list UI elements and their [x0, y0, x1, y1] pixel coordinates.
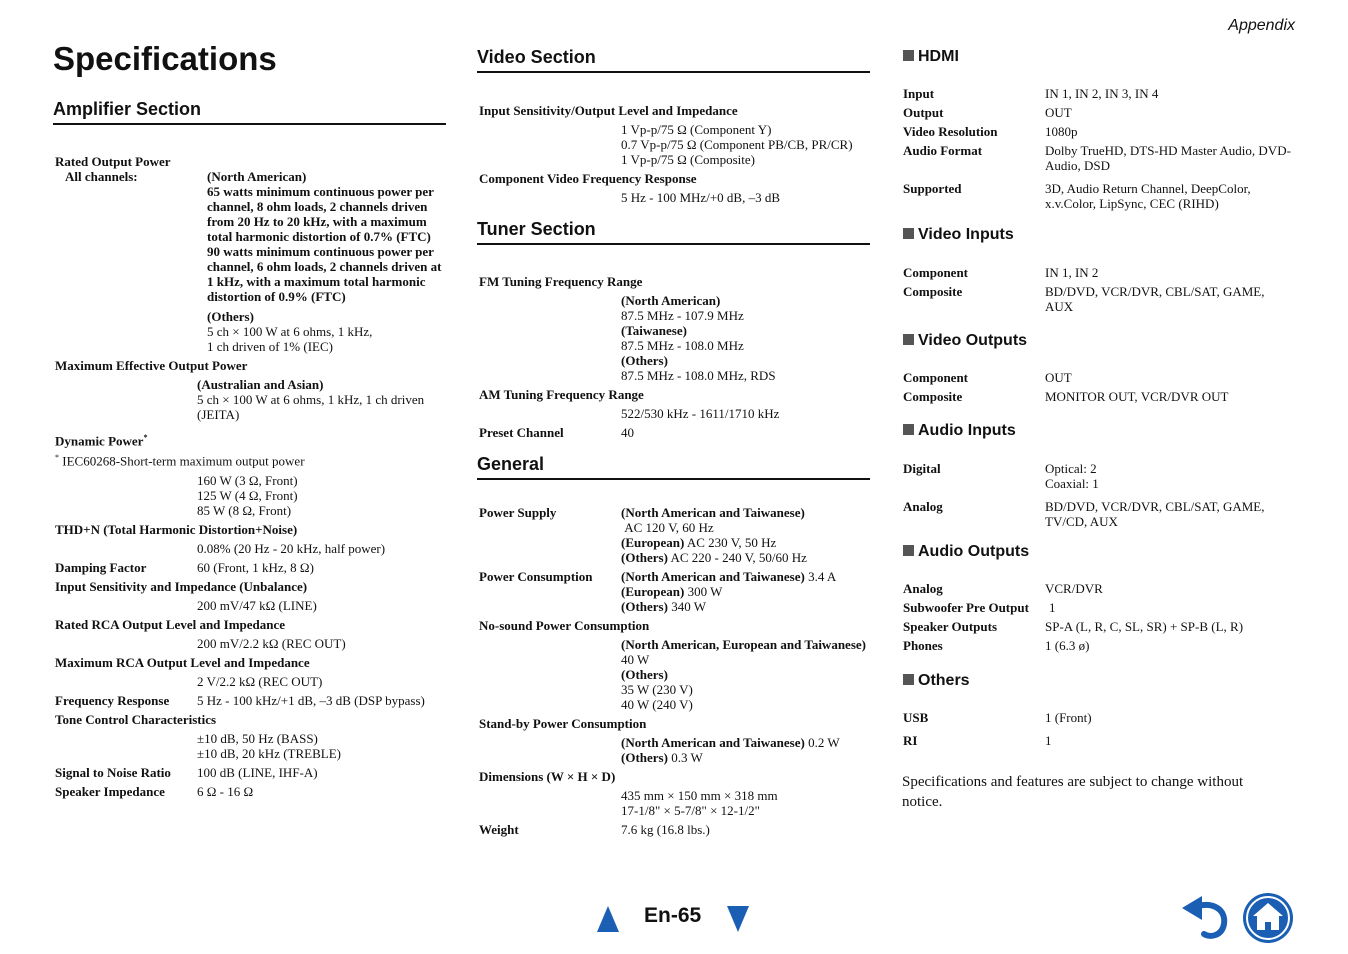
dimensions-label: Dimensions (W × H × D) — [479, 769, 616, 784]
ps-eu-value: AC 230 V, 50 Hz — [686, 535, 777, 550]
vout-composite-label: Composite — [903, 389, 963, 404]
am-range-label: AM Tuning Frequency Range — [479, 387, 644, 402]
general-section-heading: General — [477, 454, 870, 480]
max-effective-output-label: Maximum Effective Output Power — [55, 358, 248, 373]
dynamic-power-star: * — [143, 433, 148, 442]
frequency-response-value: 5 Hz - 100 kHz/+1 dB, –3 dB (DSP bypass) — [197, 692, 425, 708]
page-title: Specifications — [53, 40, 277, 77]
tuner-specs — [479, 270, 871, 440]
frequency-response-label: Frequency Response — [55, 692, 170, 708]
input-sensitivity-value: 200 mV/47 kΩ (LINE) — [197, 597, 317, 613]
standby-power-label: Stand-by Power Consumption — [479, 716, 647, 731]
australian-asian-text: 5 ch × 100 W at 6 ohms, 1 kHz, 1 ch driven (JEITA) — [197, 392, 425, 422]
thd-value: 0.08% (20 Hz - 20 kHz, half power) — [197, 540, 386, 556]
max-rca-value: 2 V/2.2 kΩ (REC OUT) — [197, 673, 323, 689]
fm-range-label: FM Tuning Frequency Range — [479, 274, 643, 289]
rated-rca-value: 200 mV/2.2 kΩ (REC OUT) — [197, 635, 346, 651]
ns-others-label: (Others) — [621, 667, 668, 682]
thd-label: THD+N (Total Harmonic Distortion+Noise) — [55, 521, 298, 537]
aout-phones-label: Phones — [903, 638, 943, 653]
ps-others-label: (Others) — [621, 550, 668, 565]
rated-rca-label: Rated RCA Output Level and Impedance — [55, 616, 286, 632]
video-level-value: 1 Vp-p/75 Ω (Component Y) — [621, 122, 772, 137]
vin-component-label: Component — [903, 265, 969, 280]
audio-outputs-specs — [903, 577, 1293, 653]
square-bullet-icon — [903, 545, 914, 556]
aout-speaker-value: SP-A (L, R, C, SL, SR) + SP-B (L, R) — [1045, 619, 1244, 634]
north-american-power-text: 65 watts minimum continuous power per channel, 8 ohm loads, 2 channels driven from 20 Hz to 20 kHz, with a maximum total harmonic distortion of 0.7% (FTC) 90 watts minimum continuous power per channel, 6 ohm loads, 2 channels driven at 1 kHz, with a maximum total harmonic distortion of 0.9% (FTC) — [207, 184, 442, 304]
ain-analog-value: BD/DVD, VCR/DVR, CBL/SAT, GAME, TV/CD, AUX — [1045, 499, 1265, 529]
preset-channel-value: 40 — [621, 425, 634, 440]
audio-inputs-heading-text: Audio Inputs — [918, 422, 1016, 439]
video-outputs-heading-text: Video Outputs — [918, 332, 1028, 349]
fm-tw-label: (Taiwanese) — [621, 323, 687, 338]
next-page-arrow-icon[interactable] — [727, 906, 749, 932]
ns-others-value: 40 W (240 V) — [621, 697, 693, 712]
pc-na-value: 3.4 A — [808, 569, 837, 584]
weight-label: Weight — [479, 822, 519, 837]
hdmi-resolution-value: 1080p — [1045, 124, 1078, 139]
ns-others-value: 35 W (230 V) — [621, 682, 693, 697]
fm-others-label: (Others) — [621, 353, 668, 368]
hdmi-heading-text: HDMI — [918, 48, 959, 65]
pc-others-label: (Others) — [621, 599, 668, 614]
others-power-line2: 1 ch driven of 1% (IEC) — [207, 339, 333, 354]
ps-eu-label: (European) — [621, 535, 685, 550]
others-power-line1: 5 ch × 100 W at 6 ohms, 1 kHz, — [207, 324, 373, 339]
previous-page-arrow-icon[interactable] — [597, 906, 619, 932]
aout-subwoofer-value: 1 — [1049, 600, 1056, 615]
ain-digital-label: Digital — [903, 461, 941, 476]
am-range-value: 522/530 kHz - 1611/1710 kHz — [621, 406, 780, 421]
ain-analog-label: Analog — [903, 499, 943, 514]
disclaimer-text: Specifications and features are subject to change without notice. — [902, 774, 1244, 810]
footnote-star: * — [55, 453, 59, 463]
hdmi-input-label: Input — [903, 86, 935, 101]
ps-na-value: AC 120 V, 60 Hz — [624, 520, 714, 535]
speaker-impedance-label: Speaker Impedance — [55, 783, 165, 799]
ns-label: (North American, European and Taiwanese) — [621, 637, 866, 652]
audio-outputs-heading — [903, 543, 1029, 561]
video-level-value: 0.7 Vp-p/75 Ω (Component PB/CB, PR/CR) — [621, 137, 853, 152]
others-heading — [903, 672, 970, 690]
hdmi-heading — [903, 48, 959, 66]
dynamic-power-value: 125 W (4 Ω, Front) — [197, 487, 298, 503]
aout-speaker-label: Speaker Outputs — [903, 619, 998, 634]
aout-analog-label: Analog — [903, 581, 943, 596]
ri-label: RI — [903, 733, 918, 748]
page-number: En-65 — [644, 904, 702, 927]
ri-value: 1 — [1045, 733, 1052, 748]
general-specs — [479, 505, 871, 837]
fm-others-value: 87.5 MHz - 108.0 MHz, RDS — [621, 368, 776, 383]
hdmi-resolution-label: Video Resolution — [903, 124, 998, 139]
audio-inputs-specs — [903, 457, 1293, 529]
others-label: (Others) — [207, 309, 254, 324]
appendix-label: Appendix — [1228, 17, 1295, 34]
video-section-heading: Video Section — [477, 47, 870, 73]
ns-value: 40 W — [621, 652, 650, 667]
ps-na-label: (North American and Taiwanese) — [621, 505, 805, 520]
usb-value: 1 (Front) — [1045, 710, 1092, 725]
video-specs — [479, 99, 871, 205]
video-inputs-heading-text: Video Inputs — [918, 226, 1014, 243]
speaker-impedance-value: 6 Ω - 16 Ω — [197, 783, 254, 799]
vout-composite-value: MONITOR OUT, VCR/DVR OUT — [1045, 389, 1229, 404]
ps-others-value: AC 220 - 240 V, 50/60 Hz — [670, 550, 807, 565]
component-freq-value: 5 Hz - 100 MHz/+0 dB, –3 dB — [621, 190, 780, 205]
aout-phones-value: 1 (6.3 ø) — [1045, 638, 1090, 653]
dimensions-imperial: 17-1/8" × 5-7/8" × 12-1/2" — [621, 803, 760, 818]
all-channels-label: All channels: — [65, 169, 138, 184]
video-inputs-heading — [903, 226, 1014, 244]
audio-inputs-heading — [903, 422, 1016, 440]
square-bullet-icon — [903, 424, 914, 435]
dynamic-power-note: IEC60268-Short-term maximum output power — [62, 453, 305, 469]
snr-label: Signal to Noise Ratio — [55, 764, 171, 780]
pc-eu-label: (European) — [621, 584, 685, 599]
square-bullet-icon — [903, 334, 914, 345]
ain-optical-value: Optical: 2 — [1045, 461, 1097, 476]
aout-subwoofer-label: Subwoofer Pre Output — [903, 600, 1029, 615]
vin-component-value: IN 1, IN 2 — [1045, 265, 1099, 280]
tone-control-label: Tone Control Characteristics — [55, 711, 217, 727]
dynamic-power-value: 160 W (3 Ω, Front) — [197, 472, 298, 488]
audio-outputs-heading-text: Audio Outputs — [918, 543, 1030, 560]
pc-na-label: (North American and Taiwanese) — [621, 569, 805, 584]
video-input-sensitivity-label: Input Sensitivity/Output Level and Impedance — [479, 103, 738, 118]
sb-na-label: (North American and Taiwanese) — [621, 735, 805, 750]
square-bullet-icon — [903, 674, 914, 685]
damping-factor-value: 60 (Front, 1 kHz, 8 Ω) — [197, 559, 314, 575]
pc-others-value: 340 W — [671, 599, 706, 614]
ain-coaxial-value: Coaxial: 1 — [1045, 476, 1099, 491]
damping-factor-label: Damping Factor — [55, 559, 147, 575]
fm-tw-value: 87.5 MHz - 108.0 MHz — [621, 338, 744, 353]
component-freq-label: Component Video Frequency Response — [479, 171, 697, 186]
usb-label: USB — [903, 710, 929, 725]
vout-component-value: OUT — [1045, 370, 1072, 385]
tuner-section-heading: Tuner Section — [477, 219, 870, 245]
power-supply-label: Power Supply — [479, 505, 557, 520]
dimensions-metric: 435 mm × 150 mm × 318 mm — [621, 788, 778, 803]
nosound-power-label: No-sound Power Consumption — [479, 618, 650, 633]
weight-value: 7.6 kg (16.8 lbs.) — [621, 822, 710, 837]
square-bullet-icon — [903, 228, 914, 239]
video-outputs-heading — [903, 332, 1027, 350]
video-inputs-specs — [903, 261, 1293, 314]
pc-eu-value: 300 W — [687, 584, 723, 599]
dynamic-power-value: 85 W (8 Ω, Front) — [197, 502, 292, 518]
snr-value: 100 dB (LINE, IHF-A) — [197, 764, 318, 780]
hdmi-specs — [903, 82, 1293, 211]
vin-composite-value: BD/DVD, VCR/DVR, CBL/SAT, GAME, AUX — [1045, 284, 1265, 314]
others-specs — [903, 706, 1293, 748]
sb-na-value: 0.2 W — [808, 735, 840, 750]
fm-na-label: (North American) — [621, 293, 721, 308]
rated-output-power-label: Rated Output Power — [55, 154, 171, 169]
hdmi-input-value: IN 1, IN 2, IN 3, IN 4 — [1045, 86, 1159, 101]
hdmi-output-value: OUT — [1045, 105, 1072, 120]
hdmi-audio-format-value: Dolby TrueHD, DTS-HD Master Audio, DVD-Audio, DSD — [1045, 143, 1291, 173]
australian-asian-label: (Australian and Asian) — [197, 377, 324, 392]
input-sensitivity-label: Input Sensitivity and Impedance (Unbalance) — [55, 578, 308, 594]
aout-analog-value: VCR/DVR — [1045, 581, 1103, 596]
tone-control-bass: ±10 dB, 50 Hz (BASS) — [197, 730, 318, 746]
north-american-label: (North American) — [207, 169, 307, 184]
sb-others-label: (Others) — [621, 750, 668, 765]
vout-component-label: Component — [903, 370, 969, 385]
dynamic-power-label: Dynamic Power — [55, 433, 144, 449]
vin-composite-label: Composite — [903, 284, 963, 299]
power-consumption-label: Power Consumption — [479, 569, 593, 584]
sb-others-value: 0.3 W — [671, 750, 703, 765]
preset-channel-label: Preset Channel — [479, 425, 564, 440]
max-rca-label: Maximum RCA Output Level and Impedance — [55, 654, 310, 670]
hdmi-audio-format-label: Audio Format — [903, 143, 983, 158]
hdmi-supported-value: 3D, Audio Return Channel, DeepColor, x.v.Color, LipSync, CEC (RIHD) — [1045, 181, 1251, 211]
square-bullet-icon — [903, 50, 914, 61]
video-outputs-specs — [903, 366, 1293, 404]
home-icon[interactable] — [1242, 892, 1294, 944]
fm-na-value: 87.5 MHz - 107.9 MHz — [621, 308, 744, 323]
tone-control-treble: ±10 dB, 20 kHz (TREBLE) — [197, 745, 341, 761]
others-heading-text: Others — [918, 672, 970, 689]
hdmi-supported-label: Supported — [903, 181, 962, 196]
amplifier-section-heading: Amplifier Section — [53, 99, 446, 125]
video-level-value: 1 Vp-p/75 Ω (Composite) — [621, 152, 755, 167]
amplifier-specs — [55, 150, 447, 799]
hdmi-output-label: Output — [903, 105, 944, 120]
back-icon[interactable] — [1180, 896, 1230, 940]
